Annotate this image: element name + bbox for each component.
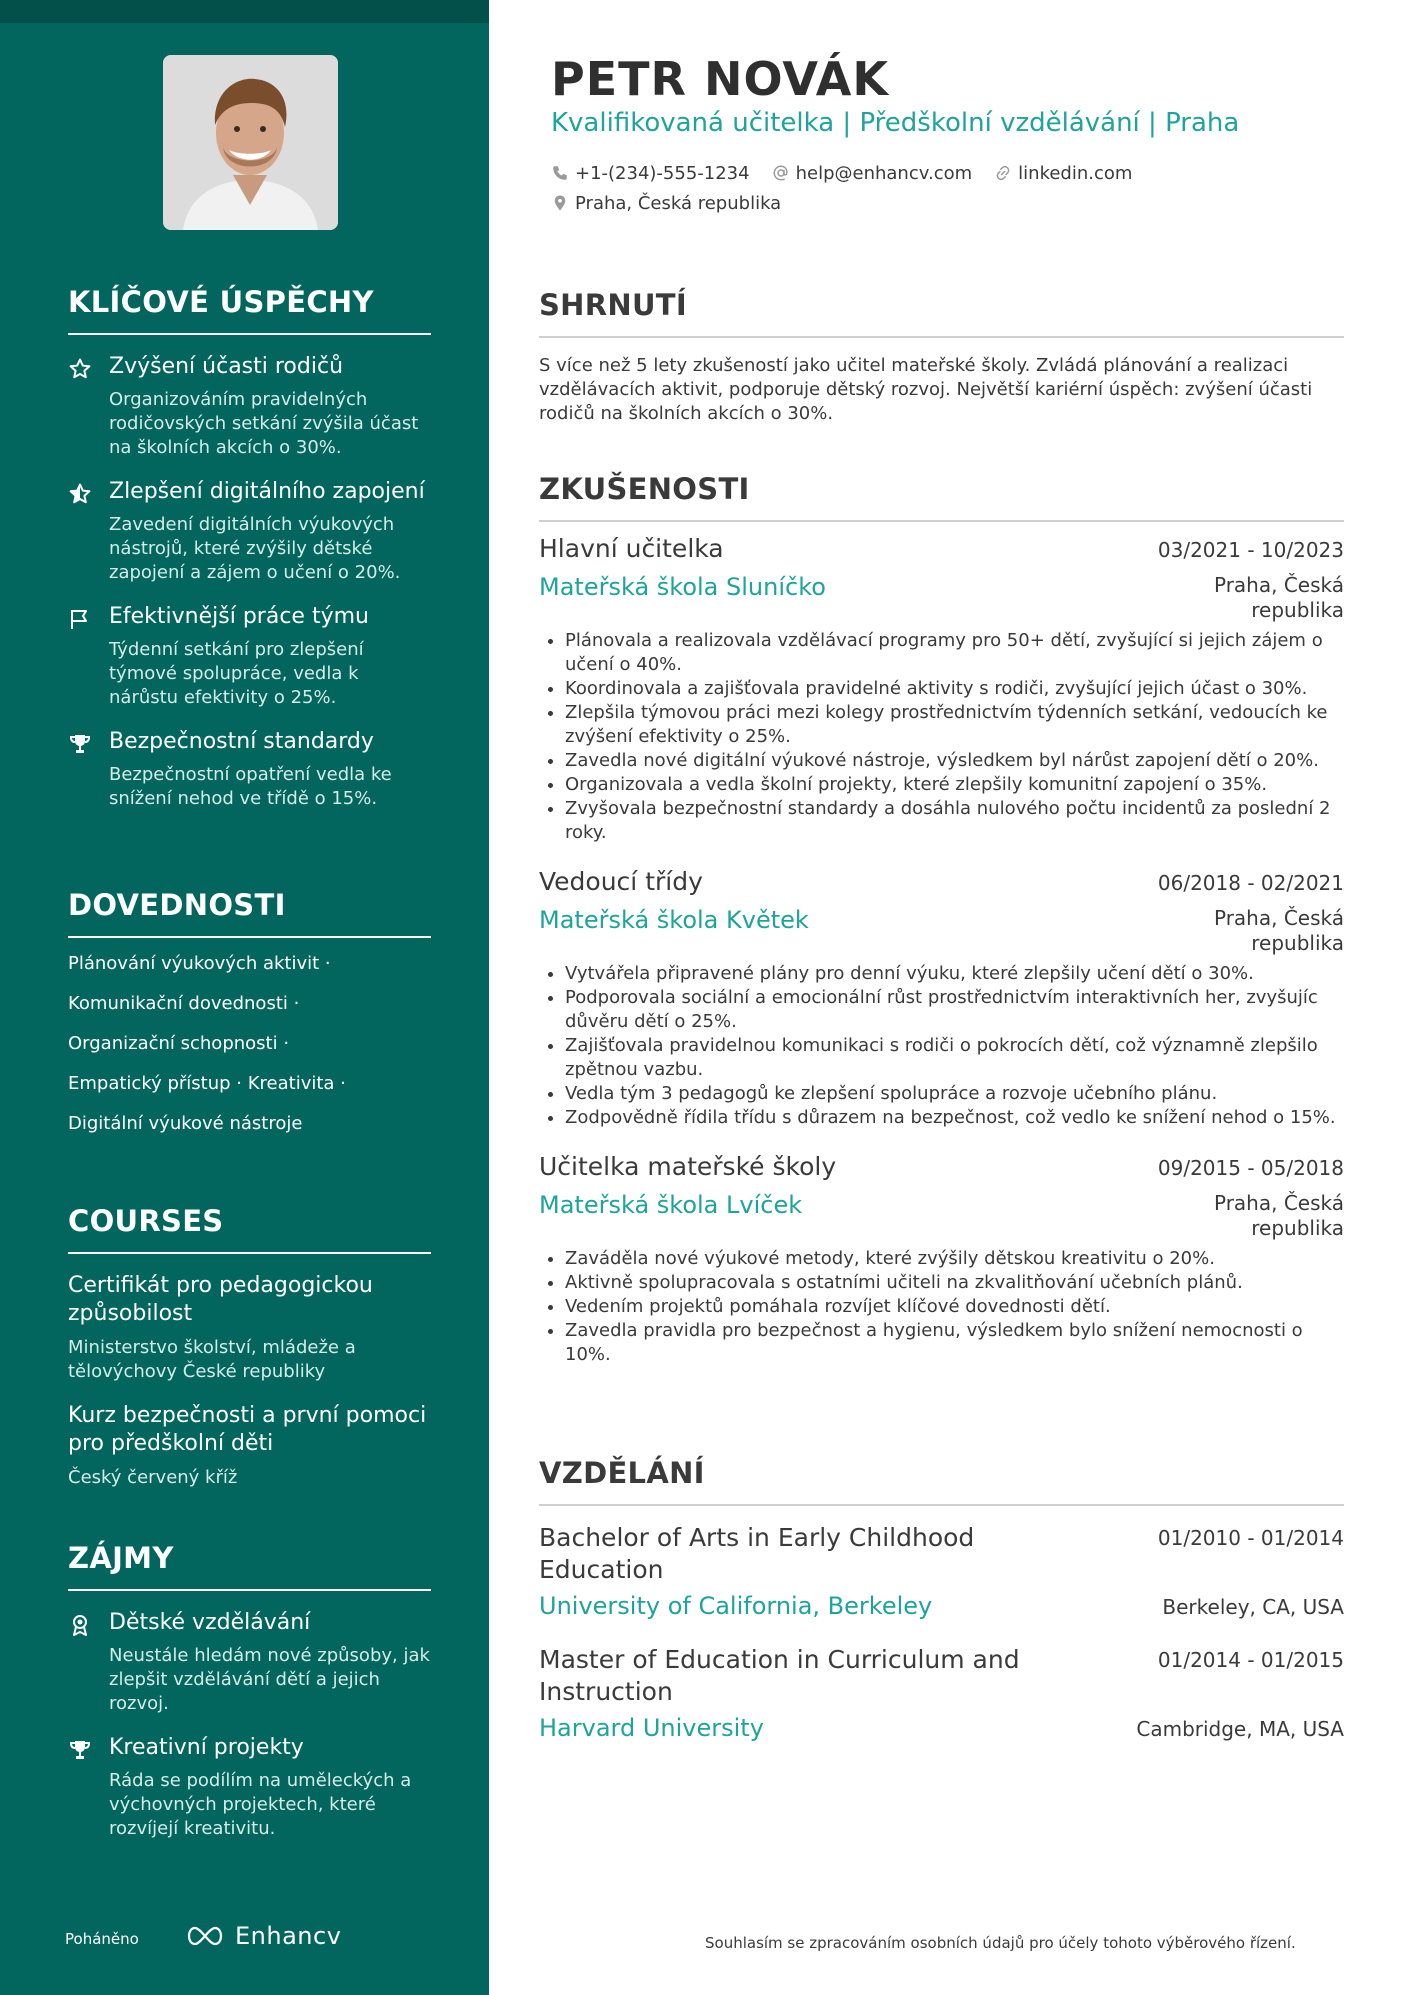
achievement-item bbox=[68, 478, 431, 585]
course-item bbox=[68, 1402, 431, 1490]
interest-title: Kreativní projekty bbox=[109, 1735, 304, 1760]
interest-item bbox=[68, 1609, 431, 1716]
star-icon bbox=[68, 357, 92, 381]
achievement-title: Zlepšení digitálního zapojení bbox=[109, 479, 425, 504]
achievement-title: Bezpečnostní standardy bbox=[109, 729, 374, 754]
location-pin-icon bbox=[551, 194, 569, 212]
achievement-desc: Bezpečnostní opatření vedla ke snížení nehod ve třídě o 15%. bbox=[109, 764, 392, 809]
job-title: Hlavní učitelka bbox=[539, 534, 724, 563]
job-bullet: • Vytvářela připravené plány pro denní výuku, které zlepšily učení dětí o 30%. bbox=[565, 962, 1344, 986]
courses-section bbox=[68, 1204, 431, 1490]
job-bullet: • Zlepšila týmovou práci mezi kolegy prostřednictvím týdenních setkání, vedoucích ke zvýšení efektivity o 25%. bbox=[565, 701, 1344, 749]
interest-desc: Ráda se podílím na uměleckých a výchovných projektech, které rozvíjejí kreativitu. bbox=[109, 1770, 412, 1839]
job-title: Učitelka mateřské školy bbox=[539, 1152, 837, 1181]
phone-text: +1-(234)-555-1234 bbox=[575, 162, 750, 184]
job-bullet: • Vedla tým 3 pedagogů ke zlepšení spolupráce a rozvoje učebního plánu. bbox=[565, 1082, 1344, 1106]
powered-by-label: Poháněno bbox=[65, 1930, 139, 1948]
linkedin-contact[interactable] bbox=[994, 163, 1132, 184]
interests-heading: ZÁJMY bbox=[68, 1541, 431, 1591]
experience-heading: ZKUŠENOSTI bbox=[539, 472, 1344, 522]
education-school: University of California, Berkeley bbox=[539, 1592, 933, 1620]
job-dates: 06/2018 - 02/2021 bbox=[1157, 871, 1344, 895]
course-item bbox=[68, 1272, 431, 1384]
job-bullet: • Organizovala a vedla školní projekty, které zlepšily komunitní zapojení o 35%. bbox=[565, 773, 1344, 797]
achievement-title: Zvýšení účasti rodičů bbox=[109, 354, 344, 379]
job-company: Mateřská škola Květek bbox=[539, 906, 809, 934]
location-contact bbox=[551, 193, 781, 214]
skill-line: Empatický přístup · Kreativita · bbox=[68, 1073, 346, 1094]
trophy-icon bbox=[68, 1738, 92, 1762]
phone-icon bbox=[551, 164, 569, 182]
achievement-item bbox=[68, 353, 431, 460]
award-icon bbox=[68, 1613, 92, 1637]
education-entry bbox=[539, 1644, 1344, 1742]
education-degree: Bachelor of Arts in Early Childhood Education bbox=[539, 1523, 975, 1584]
job-dates: 03/2021 - 10/2023 bbox=[1157, 538, 1344, 562]
skills-section bbox=[68, 888, 431, 1152]
half-star-icon bbox=[68, 482, 92, 506]
job-company: Mateřská škola Lvíček bbox=[539, 1191, 803, 1219]
sidebar bbox=[0, 0, 489, 1995]
achievement-item bbox=[68, 728, 431, 811]
education-dates: 01/2010 - 01/2014 bbox=[1157, 1526, 1344, 1550]
candidate-name: PETR NOVÁK bbox=[551, 52, 890, 106]
education-section bbox=[539, 1456, 1344, 1742]
job-bullet: • Zavedla nové digitální výukové nástroje, výsledkem byl nárůst zapojení dětí o 20%. bbox=[565, 749, 1344, 773]
job-entry bbox=[539, 867, 1344, 1130]
summary-heading: SHRNUTÍ bbox=[539, 288, 1344, 338]
infinity-logo-icon bbox=[183, 1924, 227, 1948]
achievement-desc: Organizováním pravidelných rodičovských setkání zvýšila účast na školních akcích o 30%. bbox=[109, 389, 419, 458]
candidate-subtitle: Kvalifikovaná učitelka | Předškolní vzdělávání | Praha bbox=[551, 108, 1240, 138]
job-dates: 09/2015 - 05/2018 bbox=[1157, 1156, 1344, 1180]
skill-line: Organizační schopnosti · bbox=[68, 1033, 290, 1054]
interest-desc: Neustále hledám nové způsoby, jak zlepšit vzdělávání dětí a jejich rozvoj. bbox=[109, 1645, 430, 1714]
job-bullet: • Podporovala sociální a emocionální růst prostřednictvím interaktivních her, zvyšujíc důvěru dětí o 25%. bbox=[565, 986, 1344, 1034]
job-bullet: • Koordinovala a zajišťovala pravidelné aktivity s rodiči, zvyšující jejich účast o 30%. bbox=[565, 677, 1344, 701]
achievement-title: Efektivnější práce týmu bbox=[109, 604, 369, 629]
email-text: help@enhancv.com bbox=[795, 162, 973, 184]
summary-section bbox=[539, 288, 1344, 426]
achievement-desc: Týdenní setkání pro zlepšení týmové spolupráce, vedla k nárůstu efektivity o 25%. bbox=[109, 639, 364, 708]
achievements-section bbox=[68, 285, 431, 811]
interest-item bbox=[68, 1734, 431, 1841]
skill-line: Digitální výukové nástroje bbox=[68, 1113, 303, 1134]
education-degree: Master of Education in Curriculum and Instruction bbox=[539, 1645, 1020, 1706]
job-company: Mateřská škola Sluníčko bbox=[539, 573, 826, 601]
achievement-item bbox=[68, 603, 431, 710]
skills-heading: DOVEDNOSTI bbox=[68, 888, 431, 938]
email-contact[interactable] bbox=[772, 163, 973, 184]
course-title: Kurz bezpečnosti a první pomoci pro předškolní děti bbox=[68, 1403, 427, 1456]
course-org: Český červený kříž bbox=[68, 1467, 238, 1488]
skill-line: Plánování výukových aktivit · bbox=[68, 953, 331, 974]
summary-text: S více než 5 lety zkušeností jako učitel mateřské školy. Zvládá plánování a realizaci vzdělávacích aktivit, podporuje dětský rozvoj. Největší kariérní úspěch: zvýšení účasti rodičů na školních akcích o 30%. bbox=[539, 355, 1313, 424]
job-bullet: • Zajišťovala pravidelnou komunikaci s rodiči o pokrocích dětí, což významně zlepšilo zpětnou vazbu. bbox=[565, 1034, 1344, 1082]
achievement-desc: Zavedení digitálních výukových nástrojů, které zvýšily dětské zapojení a zájem o učení o 20%. bbox=[109, 514, 401, 583]
link-icon bbox=[994, 164, 1012, 182]
job-location: Praha, Česká republika bbox=[1213, 1191, 1344, 1240]
interest-title: Dětské vzdělávání bbox=[109, 1610, 311, 1635]
job-bullet: • Zvyšovala bezpečnostní standardy a dosáhla nulového počtu incidentů za poslední 2 roky. bbox=[565, 797, 1344, 845]
job-location: Praha, Česká republika bbox=[1213, 906, 1344, 955]
job-bullet: • Vedením projektů pomáhala rozvíjet klíčové dovednosti dětí. bbox=[565, 1295, 1344, 1319]
linkedin-text: linkedin.com bbox=[1018, 162, 1133, 184]
education-dates: 01/2014 - 01/2015 bbox=[1157, 1648, 1344, 1672]
course-title: Certifikát pro pedagogickou způsobilost bbox=[68, 1273, 373, 1326]
job-bullet: • Zaváděla nové výukové metody, které zvýšily dětskou kreativitu o 20%. bbox=[565, 1247, 1344, 1271]
skill-line: Komunikační dovednosti · bbox=[68, 993, 300, 1014]
job-bullets bbox=[539, 1247, 1344, 1367]
course-org: Ministerstvo školství, mládeže a tělovýchovy České republiky bbox=[68, 1337, 356, 1382]
education-location: Cambridge, MA, USA bbox=[1136, 1717, 1344, 1741]
job-title: Vedoucí třídy bbox=[539, 867, 703, 896]
profile-photo bbox=[163, 55, 338, 230]
trophy-icon bbox=[68, 732, 92, 756]
job-location: Praha, Česká republika bbox=[1213, 573, 1344, 622]
achievements-heading: KLÍČOVÉ ÚSPĚCHY bbox=[68, 285, 431, 335]
phone-contact[interactable] bbox=[551, 163, 750, 184]
skills-list bbox=[68, 952, 431, 1136]
consent-text: Souhlasím se zpracováním osobních údajů pro účely tohoto výběrového řízení. bbox=[705, 1934, 1296, 1952]
enhancv-logo[interactable] bbox=[183, 1922, 341, 1950]
job-entry bbox=[539, 1152, 1344, 1367]
contact-info bbox=[551, 161, 1154, 221]
job-bullets bbox=[539, 629, 1344, 845]
location-text: Praha, Česká republika bbox=[575, 192, 782, 214]
education-heading: VZDĚLÁNÍ bbox=[539, 1456, 1344, 1506]
education-location: Berkeley, CA, USA bbox=[1162, 1595, 1344, 1619]
sidebar-top-bar bbox=[0, 0, 489, 23]
brand-name: Enhancv bbox=[235, 1922, 342, 1950]
education-school: Harvard University bbox=[539, 1714, 764, 1742]
interests-section bbox=[68, 1541, 431, 1841]
at-icon bbox=[772, 164, 790, 182]
courses-heading: COURSES bbox=[68, 1204, 431, 1254]
job-bullet: • Aktivně spolupracovala s ostatními učiteli na zkvalitňování učebních plánů. bbox=[565, 1271, 1344, 1295]
job-entry bbox=[539, 534, 1344, 845]
flag-icon bbox=[68, 607, 92, 631]
job-bullets bbox=[539, 962, 1344, 1130]
job-bullet: • Zodpovědně řídila třídu s důrazem na bezpečnost, což vedlo ke snížení nehod o 15%. bbox=[565, 1106, 1344, 1130]
experience-section bbox=[539, 472, 1344, 1367]
job-bullet: • Zavedla pravidla pro bezpečnost a hygienu, výsledkem bylo snížení nemocnosti o 10%. bbox=[565, 1319, 1344, 1367]
education-entry bbox=[539, 1522, 1344, 1620]
job-bullet: • Plánovala a realizovala vzdělávací programy pro 50+ dětí, zvyšující si jejich zájem o učení o 40%. bbox=[565, 629, 1344, 677]
